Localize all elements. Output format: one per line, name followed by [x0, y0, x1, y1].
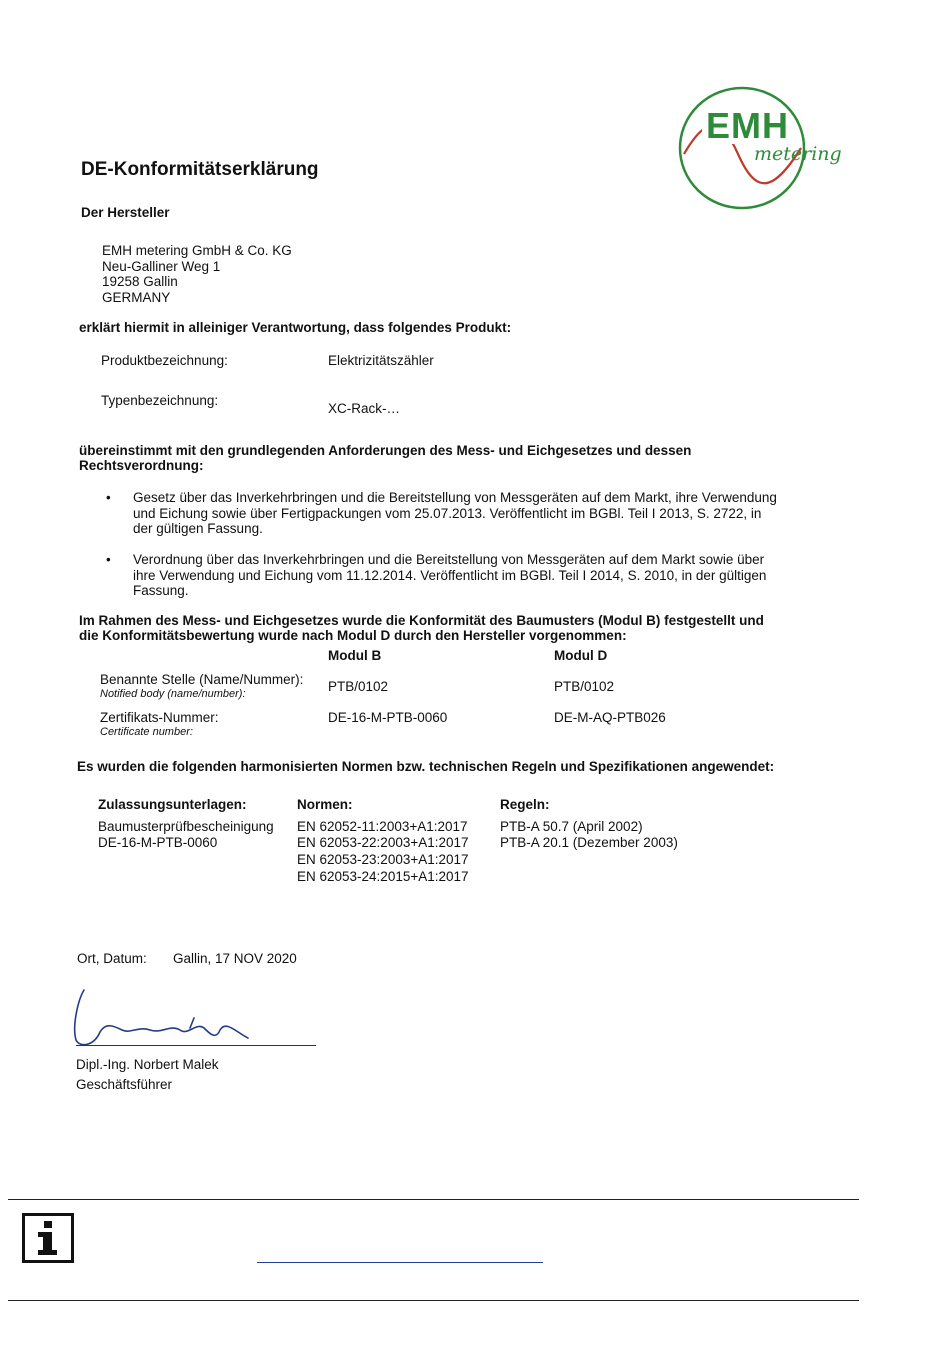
footer-link[interactable] [257, 1262, 543, 1263]
notified-body-sublabel: Notified body (name/number): [100, 688, 246, 700]
rule-item: PTB-A 20.1 (Dezember 2003) [500, 835, 678, 850]
certificate-sublabel: Certificate number: [100, 726, 193, 738]
page-title: DE-Konformitätserklärung [81, 159, 319, 180]
standards-intro: Es wurden die folgenden harmonisierten Normen bzw. technischen Regeln und Spezifikationen angewendet: [77, 759, 775, 774]
norm-item: EN 62053-23:2003+A1:2017 [297, 852, 469, 867]
manufacturer-line: GERMANY [102, 290, 171, 305]
place-date-value: Gallin, 17 NOV 2020 [173, 951, 297, 966]
manufacturer-heading: Der Hersteller [81, 205, 170, 220]
place-date-label: Ort, Datum: [77, 951, 147, 966]
norm-item: EN 62053-24:2015+A1:2017 [297, 869, 469, 884]
module-d-header: Modul D [554, 648, 608, 663]
emh-metering-logo [676, 86, 844, 212]
norms-header: Normen: [297, 797, 353, 812]
conformity-line: übereinstimmt mit den grundlegenden Anforderungen des Mess- und Eichgesetzes und dessen [79, 443, 692, 458]
approval-docs-header: Zulassungsunterlagen: [98, 797, 247, 812]
norm-item: EN 62053-22:2003+A1:2017 [297, 835, 469, 850]
signature-line [76, 1045, 316, 1046]
type-label: Typenbezeichnung: [101, 393, 219, 408]
type-value: XC-Rack-… [328, 401, 401, 416]
logo-brand-sub: metering [754, 143, 842, 165]
approval-doc-item: DE-16-M-PTB-0060 [98, 835, 218, 850]
logo-brand-main: EMH [706, 105, 789, 146]
bullet-text: Verordnung über das Inverkehrbringen und die Bereitstellung von Messgeräten auf dem Markt sowie über [133, 552, 765, 567]
bullet-text: Gesetz über das Inverkehrbringen und die Bereitstellung von Messgeräten auf dem Markt, ihre Verwendung [133, 490, 777, 505]
bullet-icon: • [106, 490, 111, 505]
info-icon [22, 1213, 74, 1263]
rules-header: Regeln: [500, 797, 550, 812]
certificate-label: Zertifikats-Nummer: [100, 710, 219, 725]
approval-doc-item: Baumusterprüfbescheinigung [98, 819, 274, 834]
modules-line: Im Rahmen des Mess- und Eichgesetzes wurde die Konformität des Baumusters (Modul B) festgestellt und [79, 613, 764, 628]
notified-body-label: Benannte Stelle (Name/Nummer): [100, 672, 304, 687]
certificate-d: DE-M-AQ-PTB026 [554, 710, 666, 725]
modules-line: die Konformitätsbewertung wurde nach Modul D durch den Hersteller vorgenommen: [79, 628, 627, 643]
conformity-line: Rechtsverordnung: [79, 458, 204, 473]
product-value: Elektrizitätszähler [328, 353, 434, 368]
module-b-header: Modul B [328, 648, 382, 663]
norm-item: EN 62052-11:2003+A1:2017 [297, 819, 468, 834]
certificate-b: DE-16-M-PTB-0060 [328, 710, 448, 725]
manufacturer-line: Neu-Galliner Weg 1 [102, 259, 221, 274]
rule-item: PTB-A 50.7 (April 2002) [500, 819, 643, 834]
bullet-text: der gültigen Fassung. [133, 521, 263, 536]
declaration-intro: erklärt hiermit in alleiniger Verantwortung, dass folgendes Produkt: [79, 320, 512, 335]
product-label: Produktbezeichnung: [101, 353, 228, 368]
manufacturer-line: EMH metering GmbH & Co. KG [102, 243, 292, 258]
signatory-role: Geschäftsführer [76, 1077, 173, 1092]
manufacturer-line: 19258 Gallin [102, 274, 178, 289]
signatory-name: Dipl.-Ing. Norbert Malek [76, 1057, 219, 1072]
footer-divider-top [8, 1199, 859, 1200]
notified-body-d: PTB/0102 [554, 679, 615, 694]
footer-divider-bottom [8, 1300, 859, 1301]
bullet-text: und Eichung sowie über Fertigpackungen vom 25.07.2013. Veröffentlicht im BGBl. Teil I 2013, S. 2722, in [133, 506, 762, 521]
bullet-icon: • [106, 552, 111, 567]
notified-body-b: PTB/0102 [328, 679, 389, 694]
bullet-text: ihre Verwendung und Eichung vom 11.12.2014. Veröffentlicht im BGBl. Teil I 2014, S. 2010, in der gültigen [133, 568, 767, 583]
bullet-text: Fassung. [133, 583, 189, 598]
